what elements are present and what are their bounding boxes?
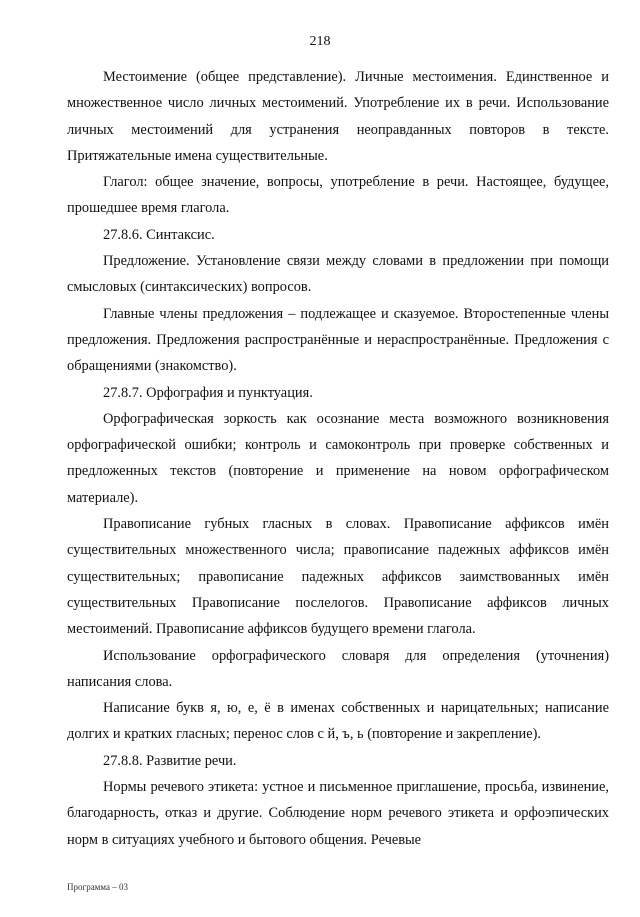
section-heading-speech-development: 27.8.8. Развитие речи. xyxy=(103,752,237,769)
paragraph-orthographic-vigilance: Орфографическая зоркость как осознание места возможного возникновения орфографической ошибки; контроль и самоконтроль при проверке собственных и предложенных текстов (повторение и применение на новом орфографическом материале). xyxy=(67,410,609,506)
paragraph-sentence: Предложение. Установление связи между словами в предложении при помощи смысловых (синтаксических) вопросов. xyxy=(67,253,609,296)
page-footer: Программа – 03 xyxy=(67,882,129,892)
document-body xyxy=(67,64,609,853)
paragraph-verb: Глагол: общее значение, вопросы, употребление в речи. Настоящее, будущее, прошедшее время глагола. xyxy=(67,174,609,217)
section-heading-syntax: 27.8.6. Синтаксис. xyxy=(103,226,215,243)
paragraph-speech-etiquette: Нормы речевого этикета: устное и письменное приглашение, просьба, извинение, благодарность, отказ и другие. Соблюдение норм речевого этикета и орфоэпических норм в ситуациях учебного и бытового общения. Речевые xyxy=(67,779,609,848)
paragraph-letters: Написание букв я, ю, е, ё в именах собственных и нарицательных; написание долгих и кратких гласных; перенос слов с й, ъ, ь (повторение и закрепление). xyxy=(67,700,609,743)
section-heading-orthography: 27.8.7. Орфография и пунктуация. xyxy=(103,384,313,401)
paragraph-pronouns: Местоимение (общее представление). Личные местоимения. Единственное и множественное число личных местоимений. Употребление их в речи. Использование личных местоимений для устранения неоправданных повторов в тексте. Притяжательные имена существительные. xyxy=(67,69,609,164)
paragraph-dictionary: Использование орфографического словаря для определения (уточнения) написания слова. xyxy=(67,647,609,690)
paragraph-spelling-rules: Правописание губных гласных в словах. Правописание аффиксов имён существительных множественного числа; правописание падежных аффиксов имён существительных; правописание падежных аффиксов заимствованных имён существительных Правописание послелогов. Правописание аффиксов личных местоимений. Правописание аффиксов будущего времени глагола. xyxy=(67,516,609,638)
paragraph-sentence-members: Главные члены предложения – подлежащее и сказуемое. Второстепенные члены предложения. Предложения распространённые и нераспространённые. Предложения с обращениями (знакомство). xyxy=(67,305,609,375)
page-number: 218 xyxy=(309,34,331,49)
